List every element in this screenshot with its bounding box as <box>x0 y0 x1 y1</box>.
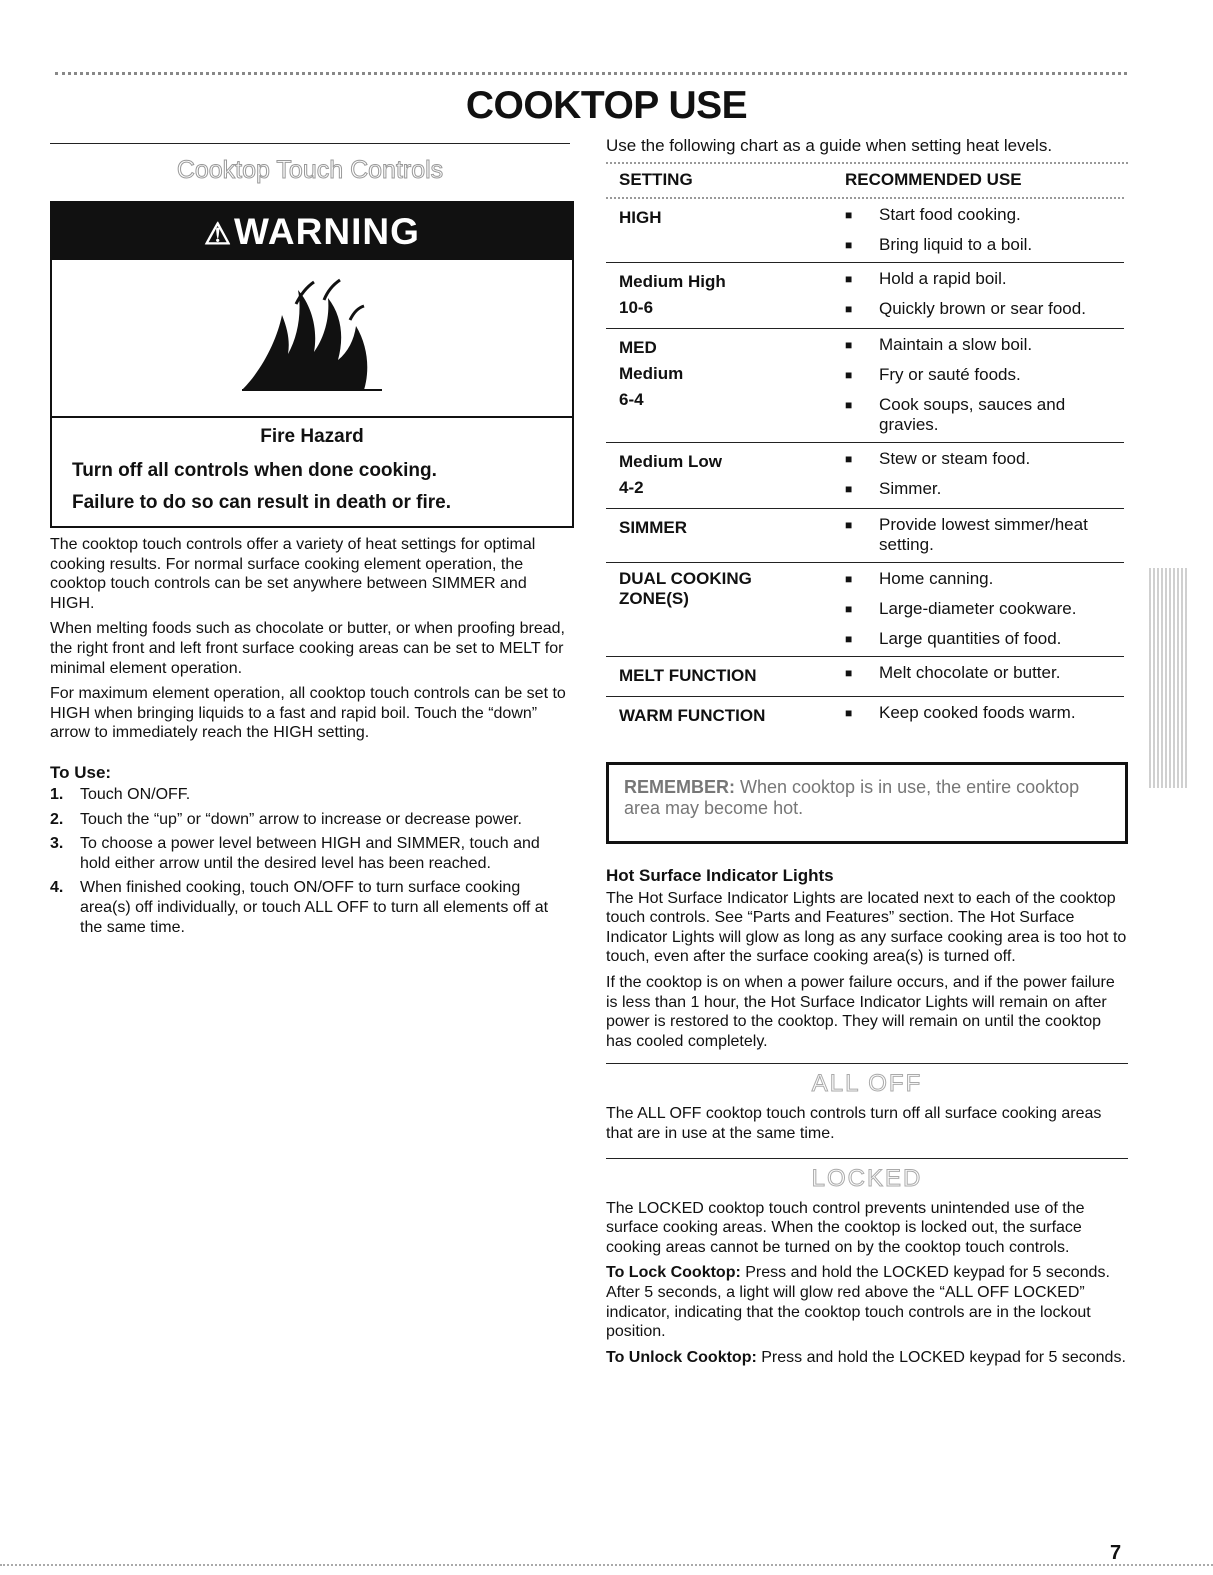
paragraph: The ALL OFF cooktop touch controls turn off all surface cooking areas that are in use at the same time. <box>606 1105 1102 1142</box>
remember-label: REMEMBER: <box>624 776 735 797</box>
heat-settings-table <box>606 164 1124 736</box>
list-item: ■ Cook soups, sauces and gravies. <box>845 395 1111 435</box>
list-item: ■ Quickly brown or sear food. <box>845 299 1111 319</box>
table-row <box>606 442 1124 508</box>
unlock-label: To Unlock Cooktop: <box>606 1348 757 1366</box>
setting-label: 10-6 <box>619 297 654 317</box>
hot-surface-heading: Hot Surface Indicator Lights <box>606 865 834 885</box>
to-use-heading: To Use: <box>50 762 112 782</box>
table-header-setting: SETTING <box>619 169 693 189</box>
table-row <box>606 562 1124 656</box>
section-rule <box>606 1063 1128 1064</box>
warning-banner <box>52 203 572 260</box>
hazard-title: Fire Hazard <box>260 426 364 447</box>
list-item: ■ Fry or sauté foods. <box>845 365 1111 385</box>
setting-label: MED <box>619 337 657 357</box>
paragraph: The LOCKED cooktop touch control prevents unintended use of the surface cooking areas. When the cooktop is locked out, the surface cooking areas cannot be turned on by the cooktop touch controls. <box>606 1199 1085 1256</box>
left-column <box>50 143 570 936</box>
setting-cell <box>606 562 832 656</box>
list-item: ■ Maintain a slow boil. <box>845 335 1111 355</box>
paragraph: To Lock Cooktop: Press and hold the LOCKED keypad for 5 seconds. After 5 seconds, a light will glow red above the “ALL OFF LOCKED” indicator, indicating that the cooktop touch controls are in the lockout position. <box>606 1264 1110 1341</box>
paragraph: If the cooktop is on when a power failure occurs, and if the power failure is less than 1 hour, the Hot Surface Indicator Lights will remain on after power is restored to the cooktop. They will remain on until the cooktop has cooled completely. <box>606 973 1115 1050</box>
warning-box <box>50 201 574 528</box>
list-item: ■ Home canning. <box>845 569 1111 589</box>
use-cell <box>832 328 1124 442</box>
warning-line-1: Turn off all controls when done cooking. <box>72 460 437 481</box>
setting-label: Medium Low <box>619 451 722 471</box>
remember-text: When cooktop is in use, the entire cooktop area may become hot. <box>624 776 1080 818</box>
top-dotted-rule <box>55 72 1127 75</box>
use-cell <box>832 696 1124 736</box>
list-item: ■ Stew or steam food. <box>845 449 1111 469</box>
use-cell <box>832 508 1124 562</box>
fire-hazard-icon <box>52 260 572 418</box>
setting-label: 4-2 <box>619 477 644 497</box>
setting-cell <box>606 262 832 328</box>
setting-cell <box>606 199 832 263</box>
setting-label: HIGH <box>619 207 662 227</box>
warning-line-2: Failure to do so can result in death or fire. <box>72 492 452 513</box>
list-item: ■ Keep cooked foods warm. <box>845 703 1111 723</box>
list-item: 2. Touch the “up” or “down” arrow to increase or decrease power. <box>50 810 522 828</box>
table-row <box>606 508 1124 562</box>
setting-cell <box>606 656 832 696</box>
table-header-row <box>606 164 1124 197</box>
page-title: COOKTOP USE <box>465 84 748 127</box>
list-item: ■ Large-diameter cookware. <box>845 599 1111 619</box>
all-off-heading: ALL OFF <box>811 1070 923 1098</box>
paragraph: To Unlock Cooktop: Press and hold the LOCKED keypad for 5 seconds. <box>606 1348 1126 1366</box>
setting-cell <box>606 696 832 736</box>
table-row <box>606 199 1124 263</box>
list-item: 4. When finished cooking, touch ON/OFF to turn surface cooking area(s) off individually, or touch ALL OFF to turn all elements off at the same time. <box>50 879 549 936</box>
page-number: 7 <box>1110 1542 1122 1564</box>
right-column <box>606 136 1128 1373</box>
use-cell <box>832 442 1124 508</box>
table-header-use: RECOMMENDED USE <box>845 169 1022 189</box>
setting-label: SIMMER <box>619 517 687 537</box>
setting-cell <box>606 442 832 508</box>
setting-label: MELT FUNCTION <box>619 665 757 685</box>
warning-label: WARNING <box>234 211 420 252</box>
use-cell <box>832 562 1124 656</box>
setting-label: 6-4 <box>619 389 644 409</box>
list-item: ■ Simmer. <box>845 479 1111 499</box>
table-row <box>606 328 1124 442</box>
section-heading: Cooktop Touch Controls <box>176 156 444 184</box>
section-rule <box>50 143 570 144</box>
left-body <box>50 535 570 942</box>
warning-triangle-icon: ⚠ <box>204 218 233 251</box>
list-item: ■ Start food cooking. <box>845 205 1111 225</box>
list-item: ■ Large quantities of food. <box>845 629 1111 649</box>
locked-heading: LOCKED <box>811 1164 923 1192</box>
list-item: ■ Melt chocolate or butter. <box>845 663 1111 683</box>
setting-cell <box>606 508 832 562</box>
bottom-dotted-rule <box>0 1564 1213 1566</box>
setting-label: Medium <box>619 363 684 383</box>
steps-list <box>50 785 570 937</box>
lock-label: To Lock Cooktop: <box>606 1264 741 1282</box>
list-item: 1. Touch ON/OFF. <box>50 785 191 803</box>
paragraph: The cooktop touch controls offer a variety of heat settings for optimal cooking results. For normal surface cooking element operation, the cooktop touch controls can be set anywhere between SIMMER and HIGH. <box>50 536 536 612</box>
table-row <box>606 262 1124 328</box>
section-rule <box>606 1158 1128 1159</box>
paragraph: When melting foods such as chocolate or butter, or when proofing bread, the right front and left front surface cooking areas can be set to MELT for minimal element operation. <box>50 620 565 677</box>
paragraph: For maximum element operation, all cooktop touch controls can be set to HIGH when bringing liquids to a fast and rapid boil. Touch the “down” arrow to immediately reach the HIGH setting. <box>50 685 566 742</box>
table-row <box>606 696 1124 736</box>
chart-intro: Use the following chart as a guide when setting heat levels. <box>606 136 1053 155</box>
use-cell <box>832 199 1124 263</box>
use-cell <box>832 262 1124 328</box>
list-item: 3. To choose a power level between HIGH and SIMMER, touch and hold either arrow until the desired level has been reached. <box>50 835 540 872</box>
setting-cell <box>606 328 832 442</box>
remember-box <box>606 762 1128 844</box>
side-tab-decoration <box>1149 568 1189 788</box>
setting-label: DUAL COOKING ZONE(S) <box>619 568 752 608</box>
list-item: ■ Provide lowest simmer/heat setting. <box>845 515 1111 555</box>
setting-label: WARM FUNCTION <box>619 705 766 725</box>
table-row <box>606 656 1124 696</box>
list-item: ■ Hold a rapid boil. <box>845 269 1111 289</box>
use-cell <box>832 656 1124 696</box>
setting-label: Medium High <box>619 271 726 291</box>
list-item: ■ Bring liquid to a boil. <box>845 235 1111 255</box>
paragraph: The Hot Surface Indicator Lights are located next to each of the cooktop touch controls. See “Parts and Features” section. The Hot Surface Indicator Lights will glow as long as any surface cooking area is too hot to touch, even after the surface cooking area(s) is turned off. <box>606 889 1127 966</box>
